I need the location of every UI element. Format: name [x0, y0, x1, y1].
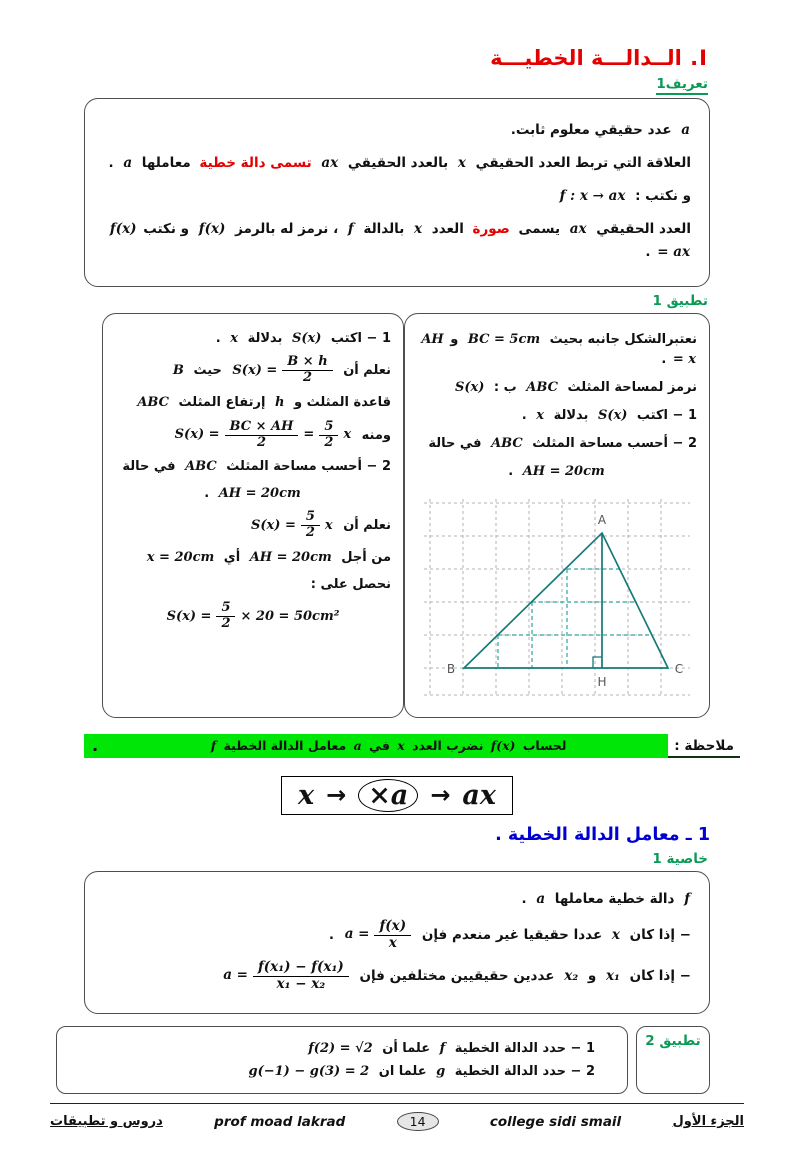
property-box [84, 871, 710, 1015]
fraction-numerator: f(x₁) − f(x₁) [253, 960, 349, 977]
solution-line-10 [113, 601, 393, 632]
math-text: x [397, 738, 405, 754]
property1-label-text: خاصية 1 [652, 850, 708, 867]
math-text: x [230, 330, 239, 346]
problem-line-4 [415, 434, 699, 454]
note-label: ملاحظة : [668, 734, 740, 758]
note-period: . [92, 736, 99, 756]
math-text: B [172, 363, 184, 379]
arabic-text: 1 − اكتب [330, 330, 391, 346]
fraction-numerator: BC × AH [225, 420, 299, 436]
arabic-text: عددين حقيقيين مختلفين فإن [359, 968, 555, 985]
arabic-text: نضرب العدد [412, 738, 484, 754]
solution-line-8 [113, 548, 393, 568]
problem-line-3 [415, 406, 699, 426]
math-text: a [536, 890, 546, 907]
arabic-text: في [369, 738, 390, 754]
arabic-text: بالدالة [363, 220, 405, 237]
definition-line-2 [97, 152, 693, 175]
footer-part-label: الجزء الأول [672, 1114, 744, 1129]
arabic-text: نعتبرالشكل جانبه بحيث [549, 331, 697, 347]
property-line-3 [101, 960, 693, 992]
arabic-text: ، نرمز له بالرمز [235, 220, 339, 237]
vertex-labels [447, 513, 683, 689]
math-text: a [123, 154, 133, 171]
application1-section [84, 313, 710, 718]
vertex-label-h: H [597, 674, 607, 689]
math-text: x = 20cm [146, 550, 215, 566]
note-bar [84, 734, 668, 758]
math-text: f [684, 890, 690, 907]
arabic-text: في حالة [428, 436, 482, 452]
math-text: x [536, 408, 545, 424]
arrow-icon: → [326, 781, 347, 810]
solution-line-4 [113, 420, 393, 451]
math-text: x₁ [605, 968, 620, 985]
arabic-text: . [108, 154, 114, 171]
math-text: ax [569, 220, 587, 237]
equation [167, 601, 340, 632]
arabic-text: علما ان [378, 1064, 427, 1080]
math-text: x [611, 927, 620, 944]
application1-solution-box [102, 313, 404, 718]
definition-line-3 [97, 185, 693, 208]
fraction [319, 420, 338, 451]
arabic-text: بدلالة [553, 408, 589, 424]
arabic-text: قاعدة المثلث و [293, 395, 391, 411]
fraction [301, 510, 320, 541]
arabic-text: 2 − حدد الدالة الخطية [454, 1064, 595, 1080]
application2-label: تطبيق 2 [636, 1026, 710, 1094]
arabic-text: نعلم أن [343, 518, 391, 534]
fraction-denominator: 2 [324, 434, 334, 450]
right-angle-mark [593, 657, 602, 668]
definition1-label [84, 76, 708, 95]
math-text: f [347, 220, 354, 237]
solution-line-2 [113, 355, 393, 386]
triangle-figure [415, 491, 699, 707]
arabic-text: . [215, 330, 221, 346]
construction-lines [498, 569, 652, 668]
fraction-denominator: x [388, 934, 397, 951]
solution-line-9 [113, 575, 393, 595]
math-text: g [436, 1064, 446, 1080]
arabic-text: 1 − اكتب [636, 408, 697, 424]
fraction-denominator: 2 [305, 525, 315, 541]
arabic-text: دالة خطية معاملها [554, 890, 675, 907]
problem-line-2 [415, 378, 699, 398]
arabic-text: العدد الحقيقي [596, 220, 691, 237]
arabic-text: العدد [431, 220, 464, 237]
arabic-text: و نكتب : [635, 187, 691, 204]
math-text: f(x) = ax [109, 220, 690, 260]
arabic-text: . [645, 243, 651, 260]
arabic-text: . [661, 351, 667, 367]
application1-problem-box [404, 313, 710, 718]
arabic-text: . [204, 485, 210, 501]
arabic-text: علما أن [382, 1041, 431, 1057]
page-title: I. الــدالـــة الخطيـــة [490, 46, 708, 70]
math-text: S(x) [291, 330, 322, 346]
page-footer [50, 1103, 744, 1131]
vertex-label-a: A [597, 512, 607, 527]
math-text: S(x) [454, 379, 485, 395]
arrow-icon: → [430, 781, 451, 810]
document-page [0, 46, 794, 1169]
arabic-text: عدد حقيقي معلوم ثابت. [510, 122, 672, 138]
equation [232, 355, 332, 386]
arabic-text: من أجل [341, 550, 391, 566]
arabic-text: 1 − حدد الدالة الخطية [454, 1041, 595, 1057]
highlighted-text: صورة [472, 220, 510, 237]
arabic-text: العلاقة التي تربط العدد الحقيقي [475, 154, 691, 171]
math-text: ABC [491, 436, 523, 452]
page-number-badge: 14 [397, 1112, 439, 1131]
fraction-denominator: 2 [256, 434, 266, 450]
equation-lhs: S(x) = [174, 427, 220, 443]
arabic-text: . [328, 927, 334, 944]
math-text: a [353, 738, 362, 754]
math-text: f : x → ax [559, 187, 626, 204]
arabic-text: ب : [493, 379, 517, 395]
fraction-numerator: 5 [216, 601, 235, 617]
solution-line-1 [113, 329, 393, 349]
equation [223, 960, 349, 992]
application2-line-2 [87, 1064, 597, 1079]
fraction-numerator: 5 [319, 420, 338, 436]
equation-lhs: a = [223, 967, 248, 984]
math-text: AH = 20cm [218, 485, 301, 501]
equation-tail: × 20 = 50cm² [240, 609, 340, 624]
math-text: ABC [526, 379, 558, 395]
math-text: ABC [185, 459, 217, 475]
math-text: x [414, 220, 423, 237]
footer-docs-label: دروس و تطبيقات [50, 1114, 163, 1129]
arabic-text: 2 − أحسب مساحة المثلث [532, 436, 697, 452]
arabic-text: معامل الدالة الخطية [223, 738, 347, 754]
equation-tail: x [343, 427, 352, 443]
vertex-label-c: C [674, 661, 684, 676]
equation [251, 510, 333, 541]
fraction-denominator: 2 [302, 370, 312, 386]
math-text: h [274, 395, 285, 411]
math-text: f(x) [490, 738, 516, 754]
arabic-text: . [508, 464, 514, 480]
definition-line-4 [97, 218, 693, 264]
math-text: BC = 5cm [467, 331, 541, 347]
arabic-text: بالعدد الحقيقي [347, 154, 449, 171]
equals-sign: = [303, 427, 315, 443]
math-text: f(x) [198, 220, 226, 237]
mapping-operation: ×a [358, 779, 418, 812]
equation-lhs: S(x) = [166, 609, 212, 624]
arabic-text: − إذا كان [629, 927, 691, 944]
fraction [216, 601, 235, 632]
fraction [282, 355, 332, 386]
arabic-text: 2 − أحسب مساحة المثلث [226, 459, 391, 475]
problem-line-5 [415, 462, 699, 482]
footer-professor-name: prof moad lakrad [214, 1113, 346, 1130]
fraction [225, 420, 299, 451]
mapping-diagram [84, 776, 710, 815]
application2-box [56, 1026, 628, 1094]
math-text: AH = 20cm [522, 464, 605, 480]
math-text: g(−1) − g(3) = 2 [248, 1064, 370, 1080]
fraction-numerator: B × h [282, 355, 332, 371]
problem-line-1 [415, 330, 699, 370]
definition-box [84, 98, 710, 287]
arabic-text: معاملها [141, 154, 191, 171]
fraction-denominator: x₁ − x₂ [276, 975, 326, 992]
property-line-2 [101, 919, 693, 951]
highlighted-text: تسمى دالة خطية [199, 154, 312, 171]
equation-lhs: S(x) = [250, 518, 296, 534]
solution-line-6 [113, 484, 393, 504]
arabic-text: يسمى [518, 220, 561, 237]
application2-line-1 [87, 1041, 597, 1056]
arabic-text: نحصل على : [310, 576, 391, 592]
fraction [374, 919, 411, 951]
math-text: f [439, 1041, 446, 1057]
arabic-text: و [450, 331, 459, 347]
fraction [253, 960, 349, 992]
math-text: S(x) [597, 408, 628, 424]
arabic-text: نرمز لمساحة المثلث [567, 379, 697, 395]
equation [175, 420, 351, 451]
equation-tail: x [324, 518, 333, 534]
definition1-label-text: تعريف1 [656, 76, 708, 95]
math-text: f [210, 738, 217, 754]
arabic-text: عددا حقيقيا غير منعدم فإن [421, 927, 603, 944]
mapping-box [281, 776, 513, 815]
arabic-text: أي [223, 550, 241, 566]
triangle-figure-svg [418, 491, 696, 703]
math-text: f(2) = √2 [308, 1041, 373, 1057]
property1-label [84, 851, 708, 868]
math-text: AH = x [421, 331, 696, 367]
arabic-text: و [587, 968, 597, 985]
fraction-denominator: 2 [221, 616, 231, 632]
arabic-text: إرتفاع المثلث [178, 395, 266, 411]
application1-label-text: تطبيق 1 [652, 292, 708, 309]
mapping-output: ax [462, 779, 497, 811]
definition-line-1 [97, 119, 693, 142]
fraction-numerator: f(x) [374, 919, 411, 936]
arabic-text: في حالة [122, 459, 176, 475]
equation [345, 919, 411, 951]
arabic-text: نعلم أن [343, 363, 391, 379]
arabic-text: بدلالة [247, 330, 283, 346]
math-text: ax [321, 154, 339, 171]
equation-lhs: a = [344, 926, 370, 943]
solution-line-3 [113, 393, 393, 413]
math-text: a [681, 122, 690, 138]
solution-line-7 [113, 510, 393, 541]
math-text: ABC [137, 395, 170, 411]
arabic-text: . [521, 890, 527, 907]
section1-heading: 1 ـ معامل الدالة الخطية . [495, 824, 710, 845]
application1-label [84, 293, 708, 310]
triangle [464, 533, 668, 668]
equation-lhs: S(x) = [232, 362, 278, 378]
note-text [106, 738, 668, 753]
arabic-text: − إذا كان [629, 968, 691, 985]
property-line-1 [101, 889, 693, 911]
vertex-label-b: B [446, 661, 456, 676]
footer-school-name: college sidi smail [489, 1113, 622, 1130]
arabic-text: و نكتب [143, 220, 190, 237]
math-text: AH = 20cm [249, 550, 332, 566]
math-text: x [457, 154, 466, 171]
note-banner [84, 734, 740, 758]
arabic-text: لحساب [522, 738, 567, 754]
arabic-text: حيث [193, 363, 222, 379]
content-column [0, 46, 794, 1094]
fraction-numerator: 5 [301, 510, 320, 526]
math-text: x₂ [564, 968, 579, 985]
arabic-text: . [521, 408, 527, 424]
solution-line-5 [113, 457, 393, 477]
arabic-text: ومنه [361, 427, 391, 443]
application2-section [56, 1026, 710, 1094]
mapping-input: x [297, 779, 315, 811]
